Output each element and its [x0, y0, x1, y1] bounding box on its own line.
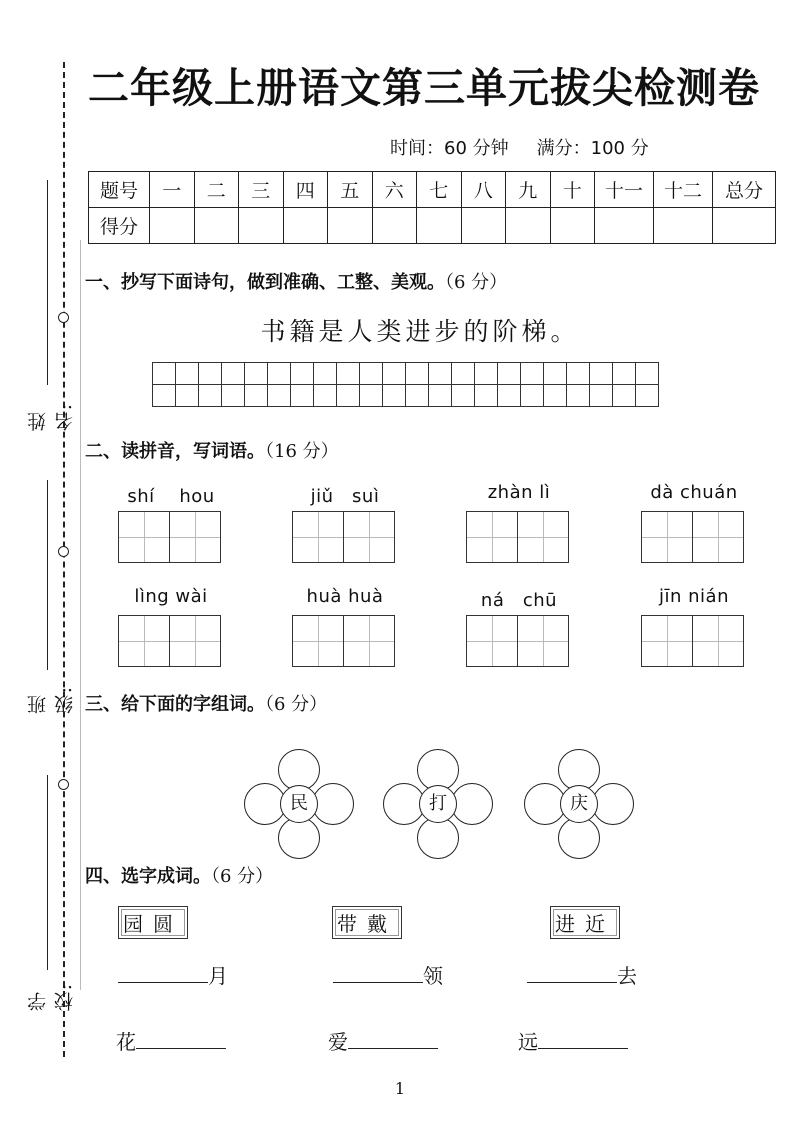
score-header-cell: 五: [328, 172, 373, 208]
score-header-cell: 三: [239, 172, 284, 208]
pinyin-text: jiǔ suì: [310, 486, 380, 507]
copy-writing-grid[interactable]: [152, 362, 659, 407]
writing-box[interactable]: [517, 511, 569, 563]
pinyin-text: jīn nián: [659, 586, 729, 607]
copy-grid-cell[interactable]: [636, 385, 659, 407]
copy-grid-cell[interactable]: [268, 363, 291, 385]
copy-grid-cell[interactable]: [337, 363, 360, 385]
answer-blank[interactable]: [118, 962, 208, 983]
char-choice-box: 园圆: [118, 906, 188, 939]
copy-grid-cell[interactable]: [222, 363, 245, 385]
pinyin-text: lìng wài: [134, 586, 208, 607]
pinyin-text: zhàn lì: [487, 482, 551, 503]
copy-grid-cell[interactable]: [590, 363, 613, 385]
full-score: 满分：100 分: [536, 138, 649, 159]
copy-grid-cell[interactable]: [613, 385, 636, 407]
score-header-cell: 八: [461, 172, 506, 208]
score-value-row: [89, 208, 776, 244]
writing-box[interactable]: [466, 511, 518, 563]
writing-box[interactable]: [517, 615, 569, 667]
fill-blank-item: 远: [518, 1026, 628, 1055]
pinyin-text: ná chū: [480, 590, 558, 611]
flower-center-char: 打: [419, 785, 457, 823]
score-table: [88, 171, 776, 244]
question-3-title: 三、给下面的字组词。（6 分）: [85, 694, 328, 715]
score-cell[interactable]: [194, 208, 239, 244]
score-header-cell: 二: [194, 172, 239, 208]
copy-grid-cell[interactable]: [360, 385, 383, 407]
flower-center-char: 庆: [560, 785, 598, 823]
copy-grid-cell[interactable]: [406, 363, 429, 385]
writing-box[interactable]: [466, 615, 518, 667]
copy-grid-cell[interactable]: [613, 363, 636, 385]
copy-grid-cell[interactable]: [429, 363, 452, 385]
answer-blank[interactable]: [136, 1028, 226, 1049]
copy-grid-cell[interactable]: [337, 385, 360, 407]
answer-blank[interactable]: [348, 1028, 438, 1049]
fill-blank-item: 去: [527, 960, 637, 989]
writing-box[interactable]: [343, 511, 395, 563]
writing-box[interactable]: [641, 511, 693, 563]
flower-petal[interactable]: [278, 817, 320, 859]
copy-grid-cell[interactable]: [567, 385, 590, 407]
copy-grid-cell[interactable]: [360, 363, 383, 385]
copy-grid-cell[interactable]: [268, 385, 291, 407]
flower-petal[interactable]: [451, 783, 493, 825]
writing-box[interactable]: [292, 511, 344, 563]
score-cell[interactable]: [372, 208, 417, 244]
writing-box[interactable]: [118, 511, 170, 563]
binding-hole: [58, 779, 69, 790]
score-cell[interactable]: [150, 208, 195, 244]
writing-box[interactable]: [169, 511, 221, 563]
copy-grid-cell[interactable]: [498, 363, 521, 385]
time-limit: 时间：60 分钟: [390, 138, 509, 159]
copy-grid-cell[interactable]: [429, 385, 452, 407]
score-cell[interactable]: [461, 208, 506, 244]
answer-blank[interactable]: [538, 1028, 628, 1049]
copy-grid-cell[interactable]: [521, 385, 544, 407]
binding-hole: [58, 546, 69, 557]
score-header-cell: 一: [150, 172, 195, 208]
question-2-title: 二、读拼音，写词语。（16 分）: [85, 441, 339, 462]
writing-box[interactable]: [343, 615, 395, 667]
score-header-cell: 十二: [654, 172, 713, 208]
copy-grid-cell[interactable]: [245, 363, 268, 385]
copy-grid-cell[interactable]: [383, 363, 406, 385]
class-label: 班级:: [27, 685, 76, 715]
binding-inner-line: [80, 240, 81, 990]
writing-box[interactable]: [292, 615, 344, 667]
copy-grid-cell[interactable]: [199, 363, 222, 385]
copy-grid-cell[interactable]: [498, 385, 521, 407]
pinyin-text: shí hou: [127, 486, 215, 507]
writing-box[interactable]: [118, 615, 170, 667]
score-header-cell: 六: [372, 172, 417, 208]
copy-grid-cell[interactable]: [199, 385, 222, 407]
copy-grid-cell[interactable]: [291, 385, 314, 407]
writing-box[interactable]: [692, 615, 744, 667]
copy-grid-cell[interactable]: [475, 385, 498, 407]
copy-grid-row: [153, 385, 659, 407]
copy-grid-cell[interactable]: [383, 385, 406, 407]
writing-box[interactable]: [169, 615, 221, 667]
pinyin-text: dà chuán: [650, 482, 738, 503]
name-label: 姓名:: [27, 402, 76, 432]
copy-grid-cell[interactable]: [567, 363, 590, 385]
copy-grid-cell[interactable]: [153, 385, 176, 407]
copy-grid-cell[interactable]: [314, 363, 337, 385]
flower-center-char: 民: [280, 785, 318, 823]
score-cell[interactable]: [713, 208, 776, 244]
word-flower: [383, 749, 493, 859]
fill-blank-item: 花: [116, 1026, 226, 1055]
score-header-cell: 九: [506, 172, 551, 208]
question-4-title: 四、选字成词。（6 分）: [85, 866, 274, 887]
word-flower: [524, 749, 634, 859]
copy-grid-cell[interactable]: [153, 363, 176, 385]
score-cell[interactable]: [654, 208, 713, 244]
flower-petal[interactable]: [592, 783, 634, 825]
answer-blank[interactable]: [527, 962, 617, 983]
score-cell[interactable]: [239, 208, 284, 244]
copy-grid-cell[interactable]: [636, 363, 659, 385]
fill-blank-item: 月: [118, 960, 228, 989]
char-choice-box: 带戴: [332, 906, 402, 939]
score-header-cell: 七: [417, 172, 462, 208]
score-header-row: [89, 172, 776, 208]
flower-petal[interactable]: [312, 783, 354, 825]
exam-meta: [390, 134, 677, 160]
score-cell[interactable]: [550, 208, 595, 244]
flower-petal[interactable]: [417, 817, 459, 859]
copy-grid-cell[interactable]: [245, 385, 268, 407]
copy-grid-cell[interactable]: [176, 385, 199, 407]
copy-grid-cell[interactable]: [314, 385, 337, 407]
copy-grid-cell[interactable]: [475, 363, 498, 385]
flower-petal[interactable]: [558, 817, 600, 859]
score-cell[interactable]: [506, 208, 551, 244]
fill-blank-item: 爱: [328, 1026, 438, 1055]
score-header-cell: 十一: [595, 172, 654, 208]
copy-grid-cell[interactable]: [222, 385, 245, 407]
binding-hole: [58, 312, 69, 323]
copy-grid-cell[interactable]: [176, 363, 199, 385]
copy-grid-cell[interactable]: [544, 363, 567, 385]
copy-grid-row: [153, 363, 659, 385]
copy-grid-cell[interactable]: [452, 363, 475, 385]
pinyin-text: huà huà: [306, 586, 384, 607]
copy-grid-cell[interactable]: [406, 385, 429, 407]
school-label: 学校:: [27, 982, 76, 1012]
poem-line: 书籍是人类进步的阶梯。: [260, 317, 580, 346]
score-cell[interactable]: [417, 208, 462, 244]
fill-blank-item: 领: [333, 960, 443, 989]
score-header-cell: 十: [550, 172, 595, 208]
page-title: 二年级上册语文第三单元拔尖检测卷: [88, 64, 760, 112]
word-flower: [244, 749, 354, 859]
score-cell[interactable]: [283, 208, 328, 244]
score-row-label: 得分: [89, 208, 150, 244]
answer-blank[interactable]: [333, 962, 423, 983]
score-cell[interactable]: [595, 208, 654, 244]
page-number: 1: [394, 1079, 406, 1098]
copy-grid-cell[interactable]: [590, 385, 613, 407]
question-1-title: 一、抄写下面诗句，做到准确、工整、美观。（6 分）: [85, 272, 508, 293]
char-choice-box: 进近: [550, 906, 620, 939]
score-header-cell: 总分: [713, 172, 776, 208]
writing-box[interactable]: [641, 615, 693, 667]
copy-grid-cell[interactable]: [291, 363, 314, 385]
copy-grid-cell[interactable]: [544, 385, 567, 407]
score-header-cell: 题号: [89, 172, 150, 208]
copy-grid-cell[interactable]: [521, 363, 544, 385]
copy-grid-cell[interactable]: [452, 385, 475, 407]
score-cell[interactable]: [328, 208, 373, 244]
binding-dashed-line: [63, 62, 65, 1057]
writing-box[interactable]: [692, 511, 744, 563]
score-header-cell: 四: [283, 172, 328, 208]
